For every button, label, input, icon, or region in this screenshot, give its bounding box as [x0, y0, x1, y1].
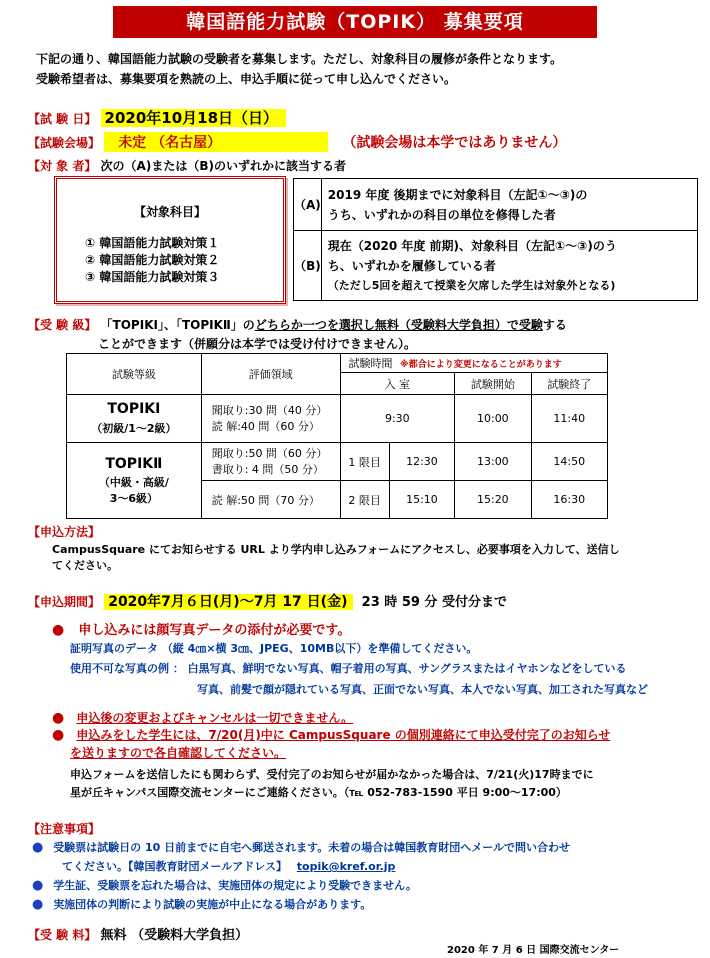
th-end: 試験終了 [531, 373, 607, 395]
level-line-1c: する [542, 318, 567, 332]
subjects-title: 【対象科目】 [133, 205, 206, 219]
venue-label: 【試験会場】 [28, 136, 101, 150]
note-photo-spec: 証明写真のデータ （縦 4㎝×横 3㎝、JPEG、10MB以下）を準備してください。 [70, 642, 478, 655]
fee-value: 無料 （受験料大学負担） [100, 928, 249, 943]
eligibility-a-line-2: うち、いずれかの科目の単位を修得した者 [327, 207, 556, 222]
method-text [52, 542, 620, 574]
topik2-p1-start: 13:00 [455, 443, 531, 481]
blue-bullet-icon: ● [32, 897, 44, 912]
topik1-sub: （初級/1～2級） [91, 422, 177, 435]
note-confirm-row [52, 726, 610, 743]
topik2-sub-2: 3～6級） [109, 491, 159, 505]
note-no-cancel: 申込後の変更およびキャンセルは一切できません。 [76, 711, 354, 725]
blue-bullet-icon: ● [32, 840, 44, 855]
topik2-p2-end: 16:30 [531, 481, 607, 519]
eligibility-b-key: （B) [294, 231, 322, 301]
note-confirm-1: 申込みをした学生には、7/20(月)中に CampusSquare の個別連絡にて申込受付完了のお知らせ [76, 728, 611, 742]
caution-2: 学生証、受験票を忘れた場合は、実施団体の規定により受験できません。 [53, 879, 417, 892]
eligibility-a-key: （A) [294, 179, 322, 231]
caution-label: 【注意事項】 [28, 822, 101, 836]
level-line-1a: 「TOPIKⅠ」、「TOPIKⅡ」の [100, 318, 255, 332]
note-no-cancel-row [52, 709, 353, 726]
intro-line-1: 下記の通り、韓国語能力試験の受験者を募集します。ただし、対象科目の履修が条件となります。 [36, 52, 563, 66]
topik2-p2-entry: 15:10 [389, 481, 454, 519]
topik1-start: 10:00 [455, 395, 531, 443]
blue-bullet-icon: ● [32, 878, 44, 893]
topik2-p1-entry: 12:30 [389, 443, 454, 481]
eligibility-b-line-1: 現在（2020 年度 前期)、対象科目（左記①～③)のう [327, 238, 617, 253]
period-after: 23 時 59 分 受付分まで [361, 595, 507, 610]
topik2-p1-area-2: 書取り: 4 問（50 分） [211, 462, 324, 476]
topik2-grade [67, 443, 202, 519]
th-area: 評価領域 [201, 354, 340, 395]
exam-date-row [28, 107, 286, 128]
th-time-note: ※都合により変更になることがあります [400, 360, 562, 370]
footer-date: 2020 年 7 月 6 日 国際交流センター [447, 945, 620, 956]
eligibility-b-line-3: （ただし5回を超えて授業を欠席した学生は対象外となる) [327, 278, 616, 292]
subjects-box [54, 176, 286, 304]
caution-email-link[interactable]: topik@kref.or.jp [296, 860, 396, 873]
topik1-end: 11:40 [531, 395, 607, 443]
caution-1-line-2-row [62, 858, 395, 874]
period-row [28, 591, 507, 611]
topik2-name: TOPIKⅡ [105, 455, 163, 472]
venue-value: 未定 （名古屋） [104, 132, 328, 152]
topik1-area-1: 聞取り:30 問（40 分） [211, 403, 328, 417]
level-row [28, 316, 567, 333]
exam-date-value: 2020年10月18日（日） [101, 109, 287, 127]
eligibility-b-line-2: ち、いずれかを履修している者 [327, 258, 496, 273]
th-time-label: 試験時間 [348, 357, 393, 370]
period-value: 2020年7月６日(月)～7月 17 日(金) [104, 594, 353, 610]
th-entry: 入 室 [340, 373, 455, 395]
subject-item-1: ① 韓国語能力試験対策１ [85, 236, 220, 250]
topik1-area-2: 読 解:40 問（60 分） [211, 419, 320, 433]
topik1-name: TOPIKⅠ [107, 401, 161, 417]
level-line-2: ことができます（併願分は本学では受け付けできません）。 [98, 337, 417, 351]
level-line-1b: どちらか一つを選択し無料（受験料大学負担）で受験 [254, 318, 543, 332]
topik2-p1-area-1: 聞取り:50 問（60 分） [211, 446, 328, 460]
subject-item-3: ③ 韓国語能力試験対策３ [85, 270, 220, 284]
topik2-p2-area: 読 解:50 問（70 分） [201, 481, 340, 519]
red-bullet-icon: ● [52, 727, 65, 743]
method-line-2: てください。 [52, 559, 118, 572]
topik2-p1-period: 1 限目 [340, 443, 389, 481]
exam-schedule-table [66, 353, 608, 519]
note-photo-ng-1: 使用不可な写真の例 ： 白黒写真、鮮明でない写真、帽子着用の写真、サングラスまたはイヤホンなどをしている [70, 662, 627, 675]
eligibility-b-text [321, 231, 697, 301]
note-contact-1: 申込フォームを送信したにも関わらず、受付完了のお知らせが届かなかった場合は、7/21(火)17時までに [70, 768, 594, 781]
caution-1-line-1: 受験票は試験日の 10 日前までに自宅へ郵送されます。未着の場合は韓国教育財団へメールで問い合わせ [53, 841, 571, 854]
topik2-sub-1: （中級・高級/ [98, 475, 169, 489]
topik1-grade [67, 395, 202, 443]
note-photo-ng-2: 写真、前髪で顔が隠れている写真、正面でない写真、本人でない写真、加工された写真など [197, 683, 648, 696]
intro-line-2: 受験希望者は、募集要項を熟読の上、申込手順に従って申し込んでください。 [36, 72, 457, 86]
method-label: 【申込方法】 [28, 525, 101, 539]
red-bullet-icon: ● [52, 622, 65, 638]
fee-label: 【受 験 料】 [28, 928, 97, 942]
target-label: 【対 象 者】 [28, 159, 97, 173]
target-text: 次の（A)または（B)のいずれかに該当する者 [100, 159, 346, 173]
eligibility-table [293, 178, 698, 301]
th-grade: 試験等級 [67, 354, 202, 395]
eligibility-a-text [321, 179, 697, 231]
note-confirm-2: を送りますので各自確認してください。 [70, 746, 287, 760]
target-row [28, 157, 346, 174]
caution-2-row [32, 877, 417, 893]
method-line-1: CampusSquare にてお知らせする URL より学内申し込みフォームにアクセスし、必要事項を入力して、送信し [52, 543, 620, 556]
topik2-p1-area [201, 443, 340, 481]
red-bullet-icon: ● [52, 710, 65, 726]
eligibility-a-line-1: 2019 年度 後期までに対象科目（左記①～③)の [327, 187, 588, 202]
intro-text [36, 49, 562, 89]
note-photo-head: 申し込みには顔写真データの添付が必要です。 [78, 623, 351, 638]
caution-1-line-2: てください。【韓国教育財団メールアドレス】 [62, 860, 287, 873]
venue-row [28, 132, 566, 152]
th-time [340, 354, 608, 373]
note-photo-head-row [52, 619, 350, 638]
caution-3-row [32, 896, 371, 912]
th-start: 試験開始 [455, 373, 531, 395]
topik2-p1-end: 14:50 [531, 443, 607, 481]
note-contact-2: 星が丘キャンパス国際交流センターにご連絡ください。（℡ 052-783-1590 平日 9:00～17:00） [70, 786, 567, 799]
exam-date-label: 【試 験 日】 [28, 112, 97, 126]
venue-note: （試験会場は本学ではありません） [342, 135, 567, 151]
topik1-area [201, 395, 340, 443]
level-label: 【受 験 級】 [28, 318, 97, 332]
subject-item-2: ② 韓国語能力試験対策２ [85, 253, 220, 267]
topik2-p2-start: 15:20 [455, 481, 531, 519]
period-label: 【申込期間】 [28, 595, 101, 609]
page-title: 韓国語能力試験（TOPIK） 募集要項 [113, 6, 597, 38]
topik1-entry: 9:30 [340, 395, 455, 443]
fee-row [28, 924, 248, 943]
caution-3: 実施団体の判断により試験の実施が中止になる場合があります。 [53, 898, 372, 911]
topik2-p2-period: 2 限目 [340, 481, 389, 519]
caution-1-row [32, 839, 570, 855]
